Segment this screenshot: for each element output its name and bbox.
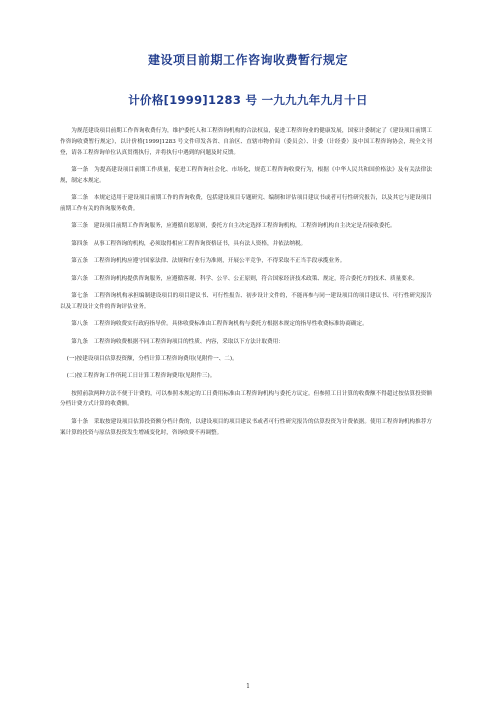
- article-9-note: 按照前款两种方法不便于计费的，可以参照本规定的工日费用标准由工程咨询机构与委托方议定。但参照工日计算的收费额不得超过按估算投资额分档计费方式计算的收费额。: [60, 390, 432, 408]
- document-body: [60, 126, 432, 445]
- article-8: 第八条 工程咨询收费实行政府指导价。具体收费标准由工程咨询机构与委托方根据本规定的指导性收费标准协商确定。: [71, 321, 368, 328]
- article-9-item-1: (一)按建设项目估算投资额，分档计算工程咨询费用(见附件一、二)。: [66, 355, 238, 362]
- document-title: 建设项目前期工作咨询收费暂行规定: [147, 53, 348, 67]
- article-3: 第三条 建设项目前期工作咨询服务，应遵循自愿原则，委托方自主决定选择工程咨询机构，工程咨询机构自主决定是否接收委托。: [71, 223, 396, 230]
- article-5: 第五条 工程咨询机构应遵守国家法律、法规和行业行为准则，开展公平竞争，不得采取不正当手段承揽业务。: [71, 258, 346, 265]
- article-10: 第十条 采取按建设项目估算投资额分档计费的，以建设项目的项目建议书或者可行性研究报告的估算投资为计费依据。使用工程咨询机构推荐方案计算的投资与原估算投资发生增减变化时，咨询收费不再调整。: [60, 418, 432, 436]
- article-2: 第二条 本规定适用于建设项目前期工作的咨询收费，包括建设项目专题研究、编制和评估项目建议书或者可行性研究报告，以及其它与建设项目前期工作有关的咨询服务收费。: [60, 195, 432, 212]
- article-9: 第九条 工程咨询收费根据不同工程咨询项目的性质、内容，采取以下方法计取费用：: [71, 338, 284, 345]
- article-1: 第一条 为提高建设项目前期工作质量，促进工程咨询社会化、市场化，规范工程咨询收费行为，根据《中华人民共和国价格法》及有关法律法规，制定本规定。: [60, 166, 432, 184]
- document-subtitle: 计价格[1999]1283 号 一九九九年九月十日: [128, 93, 368, 107]
- article-4: 第四条 从事工程咨询的机构，必须取得相应工程咨询资格证书，具有法人资格，并依法纳税。: [71, 240, 307, 247]
- intro-paragraph: 为规范建设项目前期工作咨询收费行为，维护委托人和工程咨询机构的合法权益，促进工程咨询业的健康发展，国家计委制定了《建设项目前期工作咨询收费暂行规定》，以计价格[1999]1283 号文件印发各省、自治区、直辖市物价局（委员会）、计委（计经委）及中国工程咨询协会，现全文刊登，请各工程咨询单位认真贯彻执行，并将执行中遇到的问题及时反馈。: [60, 128, 432, 156]
- article-9-item-2: (二)按工程咨询工作所耗工日计算工程咨询费用(见附件三)。: [66, 373, 216, 380]
- page-number: 1: [246, 683, 250, 690]
- article-7: 第七条 工程咨询机构承担编制建设项目的项目建议书、可行性报告、初步设计文件的，不能再参与同一建设项目的项目建议书、可行性研究报告以及工程设计文件的咨询评估业务。: [60, 292, 432, 310]
- article-6: 第六条 工程咨询机构提供咨询服务，应遵循客观、科学、公平、公正原则，符合国家经济技术政策、规定，符合委托方的技术、质量要求。: [71, 275, 419, 282]
